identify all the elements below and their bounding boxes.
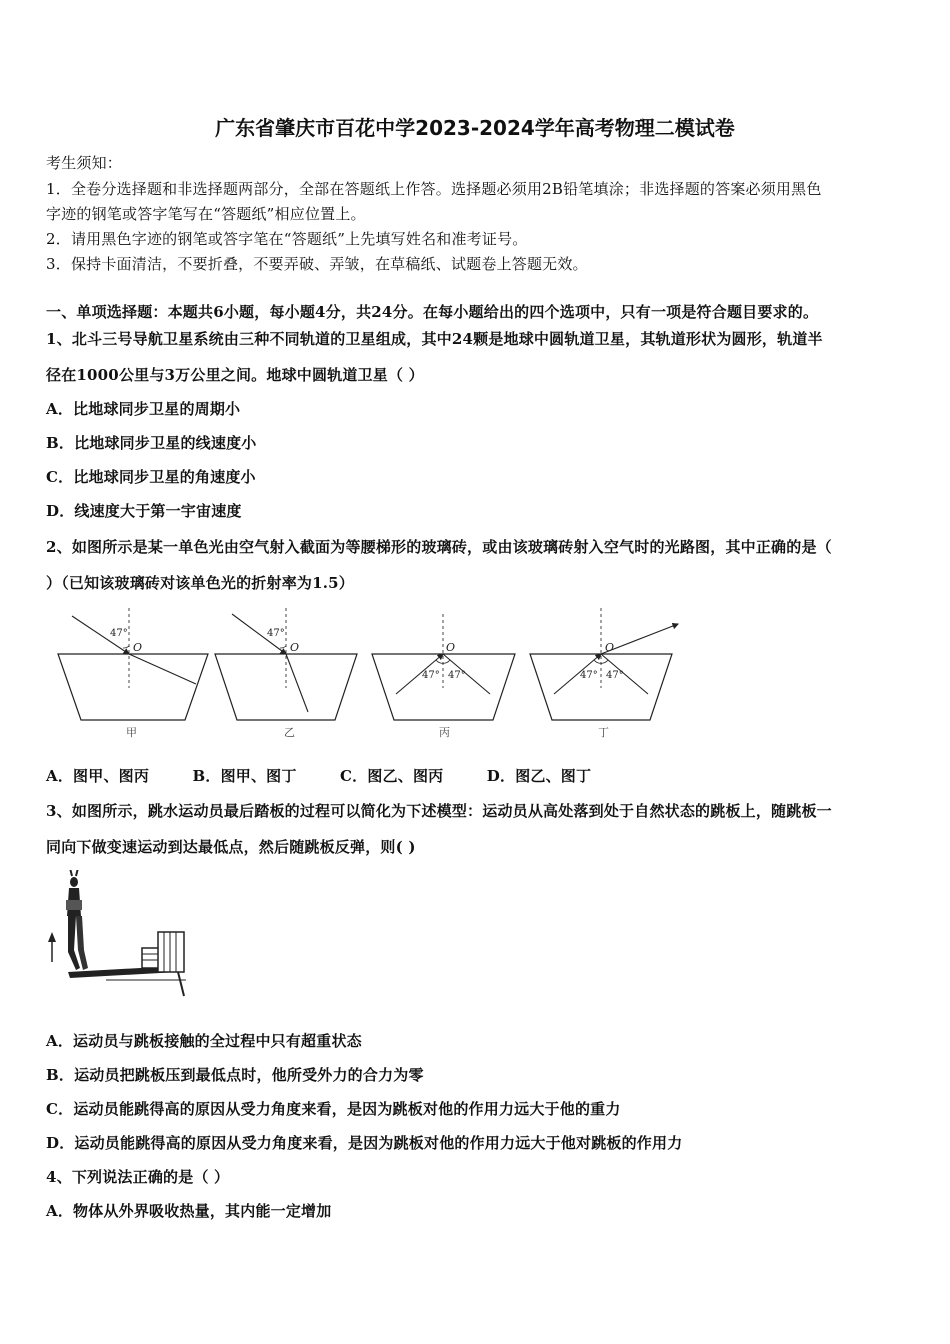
angle-arc-jia	[123, 646, 129, 648]
q2-stem-a: 2、如图所示是某一单色光由空气射入截面为等腰梯形的玻璃砖，或由该玻璃砖射入空气时的光路图，其中正确的是（	[46, 538, 832, 556]
q3-option-d: D．运动员能跳得高的原因从受力角度来看，是因为跳板对他的作用力远大于他对跳板的作用力	[46, 1134, 683, 1152]
notice-item-1b: 字迹的钢笔或答字笔写在“答题纸”相应位置上。	[46, 205, 366, 223]
fig-label-yi: 乙	[284, 726, 295, 739]
q1-stem-b: 径在1000公里与3万公里之间。地球中圆轨道卫星（ ）	[46, 366, 424, 384]
point-label-yi: O	[290, 641, 300, 654]
q1-option-b: B．比地球同步卫星的线速度小	[46, 434, 257, 452]
q2-figure	[50, 608, 690, 748]
q2-option-b: B．图甲、图丁	[192, 767, 297, 785]
point-label-ding: O	[605, 641, 615, 654]
angle-label-yi: 47°	[267, 628, 285, 639]
trapezoid-jia	[58, 654, 208, 720]
angle-label-jia: 47°	[110, 628, 128, 639]
notice-item-2: 2．请用黑色字迹的钢笔或答字笔在“答题纸”上先填写姓名和准考证号。	[46, 230, 528, 248]
q2-option-d: D．图乙、图丁	[486, 767, 592, 785]
notice-item-1a: 1．全卷分选择题和非选择题两部分，全部在答题纸上作答。选择题必须用2B铅笔填涂；非选择题的答案必须用黑色	[46, 180, 822, 198]
page-title: 广东省肇庆市百花中学2023-2024学年高考物理二模试卷	[215, 116, 735, 140]
fig-label-bing: 丙	[439, 726, 450, 739]
refracted-ray-yi	[286, 654, 308, 712]
diver-silhouette	[66, 870, 88, 970]
fig-label-jia: 甲	[126, 726, 137, 739]
q3-option-c: C．运动员能跳得高的原因从受力角度来看，是因为跳板对他的作用力远大于他的重力	[46, 1100, 621, 1118]
q1-option-a: A．比地球同步卫星的周期小	[46, 400, 241, 418]
q1-option-c: C．比地球同步卫星的角速度小	[46, 468, 256, 486]
q3-stem-b: 同向下做变速运动到达最低点，然后随跳板反弹，则( )	[46, 838, 416, 856]
q3-stem-a: 3、如图所示，跳水运动员最后踏板的过程可以简化为下述模型：运动员从高处落到处于自然状态的跳板上，随跳板一	[46, 802, 832, 820]
q2-stem-b: ）（已知该玻璃砖对该单色光的折射率为1.5）	[46, 574, 354, 592]
notice-heading: 考生须知：	[46, 154, 123, 172]
angle-right-ding: 47°	[606, 670, 624, 681]
fig-label-ding: 丁	[598, 726, 609, 739]
point-label-jia: O	[133, 641, 143, 654]
diagram-yi	[215, 608, 357, 739]
point-label-bing: O	[446, 641, 456, 654]
q4-option-a: A．物体从外界吸收热量，其内能一定增加	[46, 1202, 332, 1220]
q1-stem-a: 1、北斗三号导航卫星系统由三种不同轨道的卫星组成，其中24颗是地球中圆轨道卫星，其轨道形状为圆形，轨道半	[46, 330, 823, 348]
diagram-bing	[372, 614, 515, 739]
angle-right-bing: 47°	[448, 670, 466, 681]
q3-diver-figure	[46, 870, 196, 1010]
q2-option-c: C．图乙、图丙	[340, 767, 444, 785]
diagram-jia	[58, 608, 208, 739]
q2-options	[46, 765, 629, 786]
angle-left-bing: 47°	[422, 670, 440, 681]
q3-option-a: A．运动员与跳板接触的全过程中只有超重状态	[46, 1032, 362, 1050]
notice-item-3: 3．保持卡面清洁，不要折叠，不要弄破、弄皱，在草稿纸、试题卷上答题无效。	[46, 255, 588, 273]
refracted-ray-jia	[129, 654, 196, 684]
section-heading: 一、单项选择题：本题共6小题，每小题4分，共24分。在每小题给出的四个选项中，只有一项是符合题目要求的。	[46, 303, 819, 321]
q2-option-a: A．图甲、图丙	[46, 767, 150, 785]
angle-left-ding: 47°	[580, 670, 598, 681]
q3-option-b: B．运动员把跳板压到最低点时，他所受外力的合力为零	[46, 1066, 424, 1084]
q4-stem: 4、下列说法正确的是（ ）	[46, 1168, 230, 1186]
q1-option-d: D．线速度大于第一宇宙速度	[46, 502, 242, 520]
up-arrow-head	[48, 932, 56, 942]
diagram-ding	[530, 608, 678, 739]
angle-arc-yi	[280, 646, 286, 648]
